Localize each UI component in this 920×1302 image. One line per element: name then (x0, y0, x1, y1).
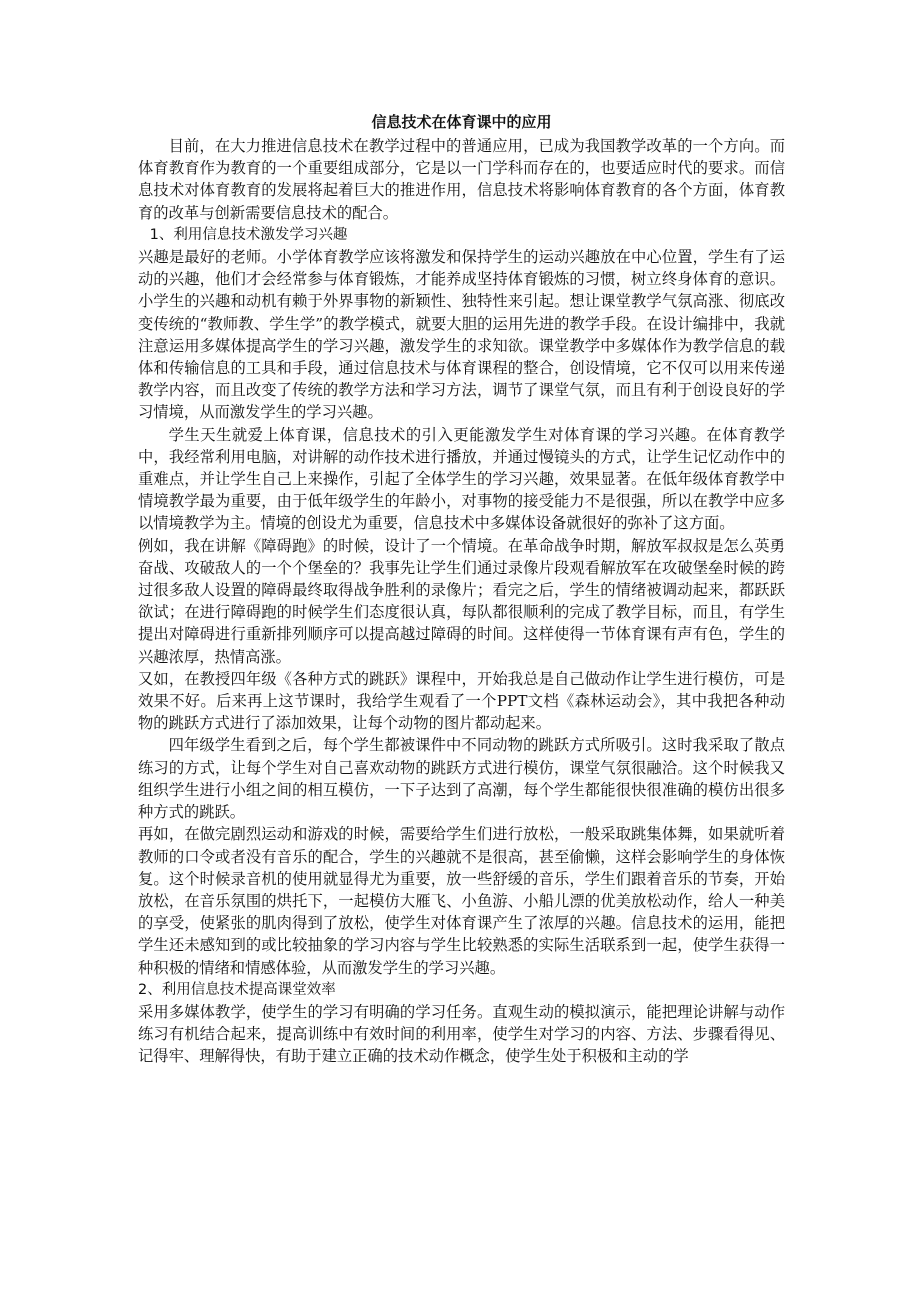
document-title: 信息技术在体育课中的应用 (371, 113, 552, 131)
intro-paragraph: 目前，在大力推进信息技术在教学过程中的普通应用，已成为我国教学改革的一个方向。而体育教育作为教育的一个重要组成部分，它是以一门学科而存在的，也要适应时代的要求。而信息技术对体育教育的发展将起着巨大的推进作用，信息技术将影响体育教育的各个方面，体育教育的改革与创新需要信息技术的配合。 (138, 137, 785, 222)
paragraph-1: 兴趣是最好的老师。小学体育教学应该将激发和保持学生的运动兴趣放在中心位置，学生有了运动的兴趣，他们才会经常参与体育锻炼，才能养成坚持体育锻炼的习惯，树立终身体育的意识。小学生的兴趣和动机有赖于外界事物的新颖性、独特性来引起。想让课堂教学气氛高涨、彻底改变传统的“教师教、学生学”的教学模式，就要大胆的运用先进的教学手段。在设计编排中，我就注意运用多媒体提高学生的学习兴趣，激发学生的求知欲。课堂教学中多媒体作为教学信息的载体和传输信息的工具和手段，通过信息技术与体育课程的整合，创设情境，它不仅可以用来传递教学内容，而且改变了传统的教学方法和学习方法，调节了课堂气氛，而且有利于创设良好的学习情境，从而激发学生的学习兴趣。 (138, 248, 785, 422)
paragraph-4: 又如，在教授四年级《各种方式的跳跃》课程中，开始我总是自己做动作让学生进行模仿，可是效果不好。后来再上这节课时，我给学生观看了一个PPT文档《森林运动会》，其中我把各种动物的跳跃方式进行了添加效果，让每个动物的图片都动起来。 (138, 669, 785, 733)
paragraph-6: 再如，在做完剧烈运动和游戏的时候，需要给学生们进行放松，一般采取跳集体舞，如果就听着教师的口令或者没有音乐的配合，学生的兴趣就不是很高，甚至偷懒，这样会影响学生的身体恢复。这个时候录音机的使用就显得尤为重要，放一些舒缓的音乐，学生们跟着音乐的节奏，开始放松，在音乐氛围的烘托下，一起模仿大雁飞、小鱼游、小船儿漂的优美放松动作，给人一种美的享受，使紧张的肌肉得到了放松，使学生对体育课产生了浓厚的兴趣。信息技术的运用，能把学生还未感知到的或比较抽象的学习内容与学生比较熟悉的实际生活联系到一起，使学生获得一种积极的情绪和情感体验，从而激发学生的学习兴趣。 (138, 825, 785, 977)
paragraph-3: 例如，我在讲解《障碍跑》的时候，设计了一个情境。在革命战争时期，解放军叔叔是怎么英勇奋战、攻破敌人的一个个堡垒的？我事先让学生们通过录像片段观看解放军在攻破堡垒时候的跨过很多敌人设置的障碍最终取得战争胜利的录像片；看完之后，学生的情绪被调动起来，都跃跃欲试；在进行障碍跑的时候学生们态度很认真，每队都很顺利的完成了教学目标，而且，有学生提出对障碍进行重新排列顺序可以提高越过障碍的时间。这样使得一节体育课有声有色，学生的兴趣浓厚，热情高涨。 (138, 536, 785, 666)
paragraph-2: 学生天生就爱上体育课，信息技术的引入更能激发学生对体育课的学习兴趣。在体育教学中，我经常利用电脑，对讲解的动作技术进行播放，并通过慢镜头的方式，让学生记忆动作中的重难点，并让学生自己上来操作，引起了全体学生的学习兴趣，效果显著。在低年级体育教学中情境教学最为重要，由于低年级学生的年龄小，对事物的接受能力不是很强，所以在教学中应多以情境教学为主。情境的创设尤为重要，信息技术中多媒体设备就很好的弥补了这方面。 (138, 425, 785, 533)
section-1-heading: 1、利用信息技术激发学习兴趣 (149, 226, 348, 243)
document-body (138, 112, 785, 1068)
section-2-heading: 2、利用信息技术提高课堂效率 (138, 981, 336, 998)
paragraph-7: 采用多媒体教学，使学生的学习有明确的学习任务。直观生动的模拟演示，能把理论讲解与动作练习有机结合起来，提高训练中有效时间的利用率，使学生对学习的内容、方法、步骤看得见、记得牢、理解得快，有助于建立正确的技术动作概念，使学生处于积极和主动的学 (138, 1002, 785, 1066)
paragraph-5: 四年级学生看到之后，每个学生都被课件中不同动物的跳跃方式所吸引。这时我采取了散点练习的方式，让每个学生对自己喜欢动物的跳跃方式进行模仿，课堂气氛很融洽。这个时候我又组织学生进行小组之间的相互模仿，一下子达到了高潮，每个学生都能很快很准确的模仿出很多种方式的跳跃。 (138, 736, 785, 822)
